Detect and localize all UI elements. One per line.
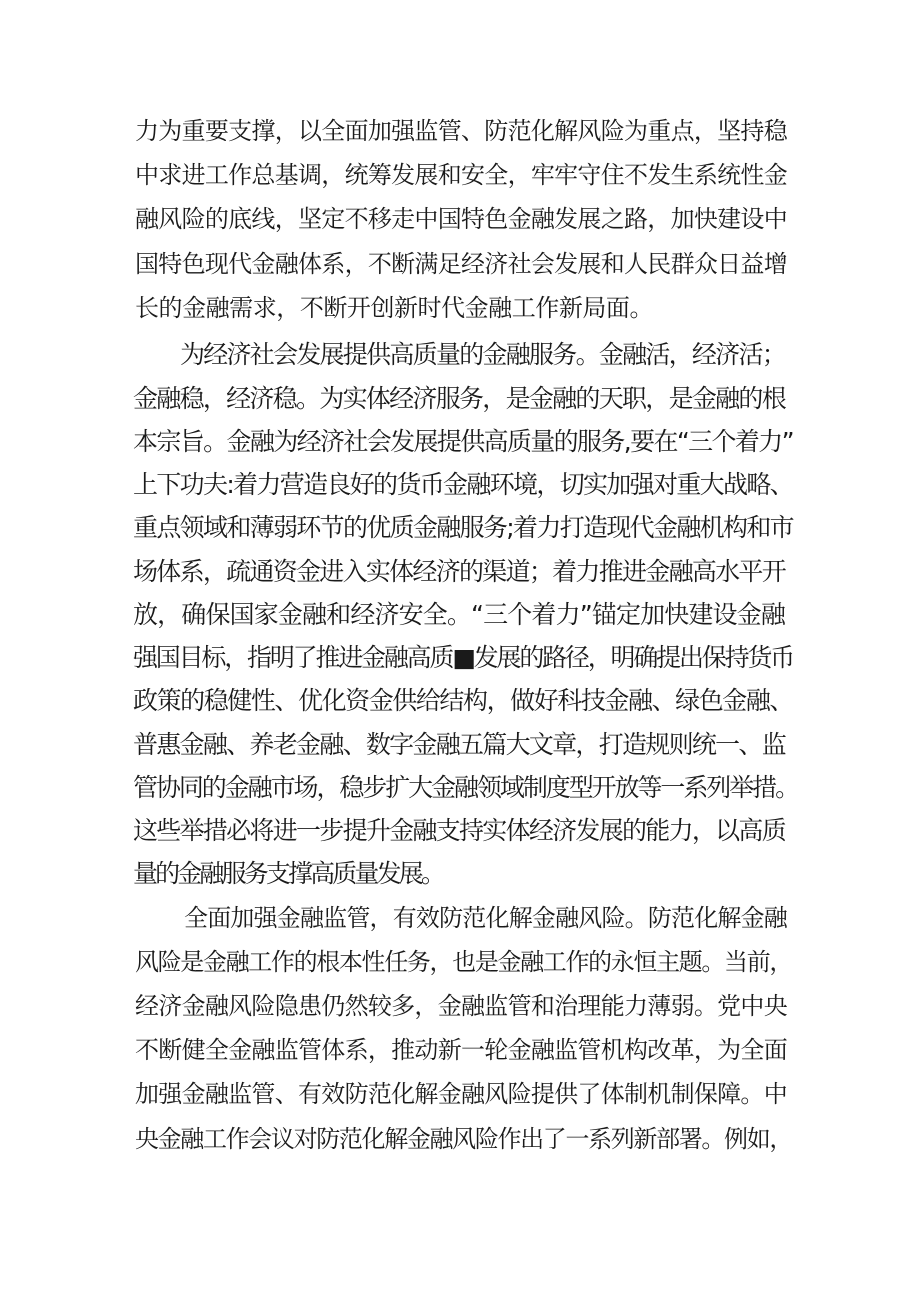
paragraph-3-line-6: 央金融工作会议对防范化解金融风险作出了一系列新部署。例如， xyxy=(135,1125,792,1153)
paragraph-2-line-6: 场体系，疏通资金进入实体经济的渠道；着力推进金融高水平开 xyxy=(133,557,785,586)
paragraph-2-line-5: 重点领域和薄弱环节的优质金融服务;着力打造现代金融机构和市 xyxy=(133,513,793,542)
paragraph-2-line-3: 本宗旨。金融为经济社会发展提供高质量的服务,要在“三个着力” xyxy=(133,427,793,456)
paragraph-3-line-4: 不断健全金融监管体系，推动新一轮金融监管机构改革，为全面 xyxy=(135,1036,787,1064)
paragraph-2-line-2: 金融稳，经济稳。为实体经济服务，是金融的天职，是金融的根 xyxy=(133,384,785,413)
paragraph-1-line-1: 力为重要支撑，以全面加强监管、防范化解风险为重点，坚持稳 xyxy=(135,117,787,145)
paragraph-1-line-3: 融风险的底线，坚定不移走中国特色金融发展之路，加快建设中 xyxy=(135,205,787,233)
paragraph-2-line-8: 强国目标，指明了推进金融高质■发展的路径，明确提出保持货币 xyxy=(133,643,793,672)
paragraph-1-line-5: 长的金融需求，不断开创新时代金融工作新局面。 xyxy=(135,294,653,322)
paragraph-2-line-9: 政策的稳健性、优化资金供给结构，做好科技金融、绿色金融、 xyxy=(133,686,793,715)
paragraph-2-line-1: 为经济社会发展提供高质量的金融服务。金融活，经济活； xyxy=(180,340,785,369)
paragraph-2-line-11: 管协同的金融市场，稳步扩大金融领域制度型开放等一系列举措。 xyxy=(133,773,798,802)
paragraph-2-line-13: 量的金融服务支撑高质量发展。 xyxy=(133,859,443,888)
paragraph-1-line-2: 中求进工作总基调，统筹发展和安全，牢牢守住不发生系统性金 xyxy=(135,161,787,189)
paragraph-2-line-4: 上下功夫:着力营造良好的货币金融环境，切实加强对重大战略、 xyxy=(133,470,793,499)
paragraph-3-line-1: 全面加强金融监管，有效防范化解金融风险。防范化解金融 xyxy=(184,904,787,932)
paragraph-1-line-4: 国特色现代金融体系，不断满足经济社会发展和人民群众日益增 xyxy=(135,250,787,278)
paragraph-2-line-7: 放，确保国家金融和经济安全。“三个着力”锚定加快建设金融 xyxy=(133,600,785,629)
paragraph-2-line-12: 这些举措必将进一步提升金融支持实体经济发展的能力，以高质 xyxy=(133,816,785,845)
paragraph-3-line-2: 风险是金融工作的根本性任务，也是金融工作的永恒主题。当前， xyxy=(135,948,792,976)
paragraph-3-line-5: 加强金融监管、有效防范化解金融风险提供了体制机制保障。中 xyxy=(135,1080,787,1108)
paragraph-2-line-10: 普惠金融、养老金融、数字金融五篇大文章，打造规则统一、监 xyxy=(133,730,785,759)
paragraph-3-line-3: 经济金融风险隐患仍然较多，金融监管和治理能力薄弱。党中央 xyxy=(135,992,787,1020)
